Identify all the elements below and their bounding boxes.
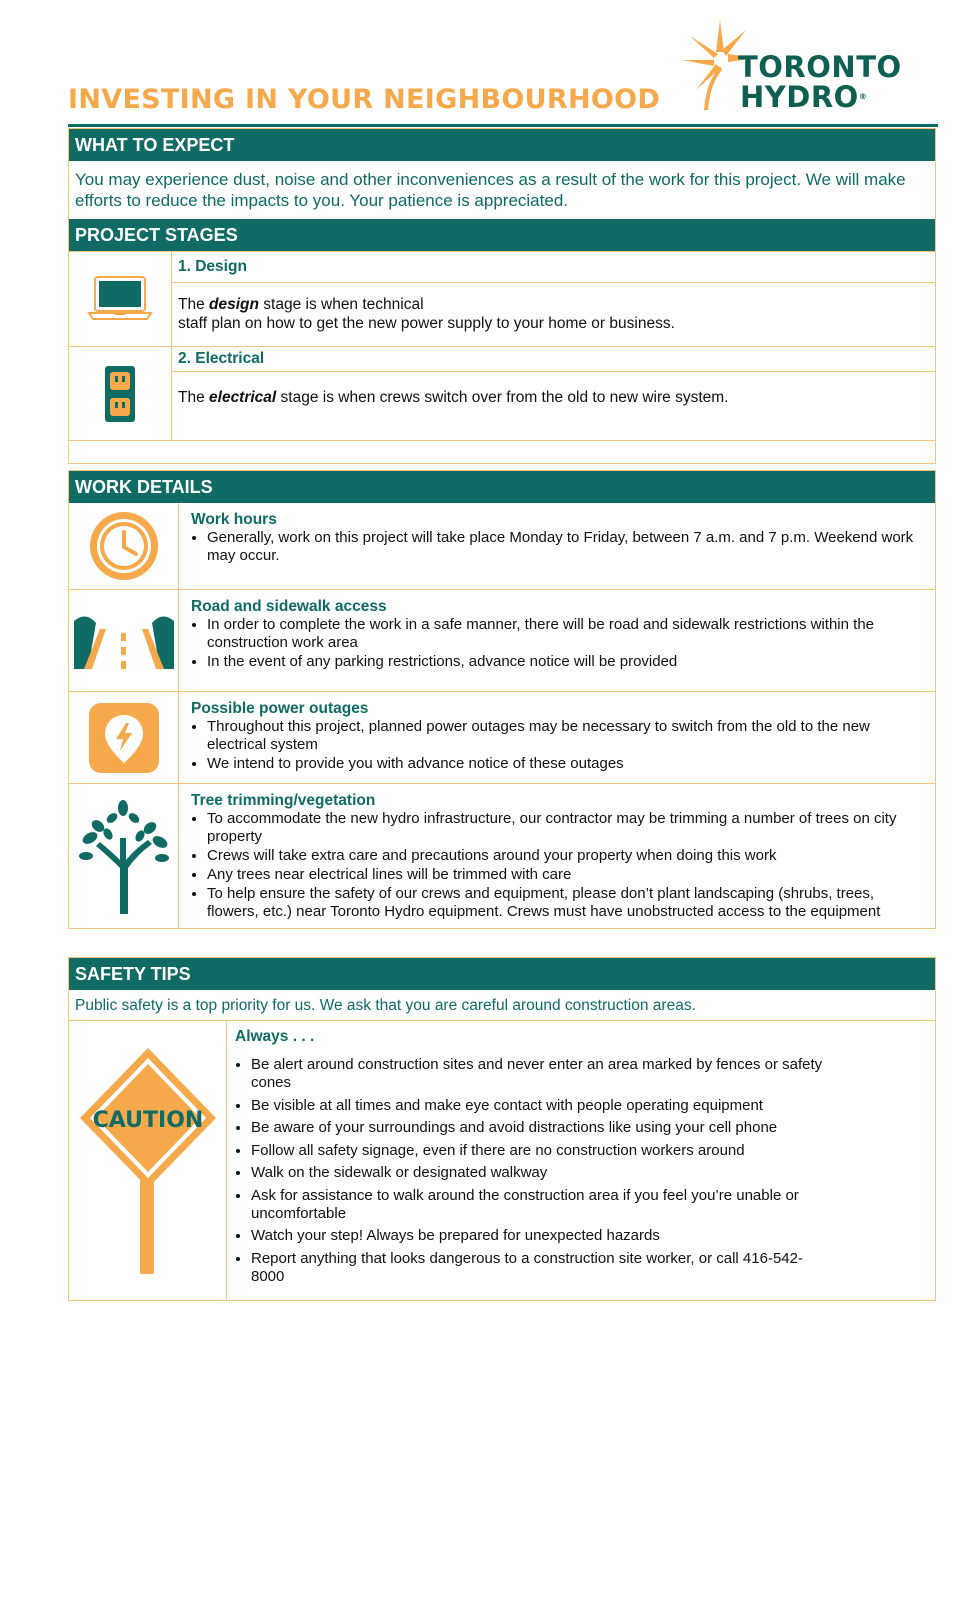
header-rule	[68, 124, 938, 127]
stage-description	[172, 283, 935, 343]
tree-icon	[78, 798, 170, 914]
list-item: • Walk on the sidewalk or designated walkway	[251, 1164, 827, 1182]
power-outages-title: Possible power outages	[191, 700, 369, 717]
list-item: • To accommodate the new hydro infrastructure, our contractor may be trimming a number of trees on city property	[207, 810, 927, 846]
list-item: • Watch your step! Always be prepared for unexpected hazards	[251, 1227, 827, 1245]
stage-title: 1. Design	[172, 252, 935, 283]
clock-icon	[88, 510, 160, 582]
list-item: • Generally, work on this project will take place Monday to Friday, between 7 a.m. and 7 p.m. Weekend work may occur.	[207, 529, 927, 565]
safety-tips-section	[68, 957, 936, 1301]
electrical-outlet-icon	[105, 366, 135, 422]
text: stage is when crews switch over from the old to new wire system.	[276, 389, 729, 406]
list-item: • In order to complete the work in a safe manner, there will be road and sidewalk restrictions within the construction work area	[207, 616, 927, 652]
list-item: • Any trees near electrical lines will be trimmed with care	[207, 866, 927, 884]
work-details-section	[68, 470, 936, 929]
caution-sign-icon	[78, 1046, 218, 1276]
safety-intro: Public safety is a top priority for us. We ask that you are careful around construction areas.	[75, 997, 696, 1014]
laptop-icon	[87, 275, 153, 323]
emphasis: electrical	[209, 389, 277, 406]
page-headline: INVESTING IN YOUR NEIGHBOURHOOD	[68, 84, 661, 115]
power-outages-row	[69, 691, 935, 783]
list-item: • Be alert around construction sites and never enter an area marked by fences or safety cones	[251, 1056, 827, 1092]
list-item: • We intend to provide you with advance notice of these outages	[207, 755, 927, 773]
what-to-expect-text: You may experience dust, noise and other inconveniences as a result of the work for this project. We will make efforts to reduce the impacts to you. Your patience is appreciated.	[75, 170, 906, 210]
list-item: • In the event of any parking restrictions, advance notice will be provided	[207, 653, 927, 671]
power-icon-cell	[69, 692, 179, 783]
section-title: WHAT TO EXPECT	[69, 129, 935, 161]
list-item: • Ask for assistance to walk around the construction area if you feel you’re unable or uncomfortable	[251, 1187, 827, 1223]
road-access-row	[69, 589, 935, 691]
always-label: Always . . .	[235, 1028, 315, 1045]
road-access-title: Road and sidewalk access	[191, 598, 387, 615]
stage-row-design	[69, 251, 935, 346]
list-item: • Be visible at all times and make eye contact with people operating equipment	[251, 1097, 827, 1115]
caution-sign-cell	[69, 1021, 227, 1300]
stage-row-electrical	[69, 346, 935, 440]
list-item: • Be aware of your surroundings and avoid distractions like using your cell phone	[251, 1119, 827, 1137]
caution-sign-text: CAUTION	[92, 1107, 203, 1133]
toronto-hydro-logo	[700, 18, 950, 118]
list-item: • Throughout this project, planned power outages may be necessary to switch from the old to the new electrical system	[207, 718, 927, 754]
text: The	[178, 296, 210, 313]
section-title: SAFETY TIPS	[69, 958, 935, 990]
section-title: PROJECT STAGES	[69, 219, 935, 251]
emphasis: design	[209, 296, 259, 313]
road-icon-cell	[69, 590, 179, 691]
logo-line-1: TORONTO	[738, 50, 902, 84]
work-hours-row	[69, 503, 935, 589]
safety-row	[69, 1020, 935, 1300]
outlet-icon-cell	[69, 347, 172, 440]
tree-icon-cell	[69, 784, 179, 928]
registered-mark: ®	[858, 92, 868, 101]
text: stage is when technical	[258, 296, 424, 313]
stage-description	[172, 372, 935, 417]
list-item: • Follow all safety signage, even if there are no construction workers around	[251, 1142, 827, 1160]
tree-trimming-title: Tree trimming/vegetation	[191, 792, 376, 809]
spacer-row	[69, 440, 935, 463]
work-hours-title: Work hours	[191, 511, 277, 528]
logo-line-2: HYDRO	[740, 80, 859, 114]
text: The	[178, 389, 210, 406]
clock-icon-cell	[69, 503, 179, 589]
section-title: WORK DETAILS	[69, 471, 935, 503]
list-item: • Crews will take extra care and precautions around your property when doing this work	[207, 847, 927, 865]
what-to-expect-section	[68, 128, 936, 464]
tree-trimming-row	[69, 783, 935, 928]
list-item: • Report anything that looks dangerous to a construction site worker, or call 416-542-8000	[251, 1250, 827, 1286]
logo-wordmark	[738, 52, 902, 112]
laptop-icon-cell	[69, 252, 172, 346]
text: staff plan on how to get the new power supply to your home or business.	[178, 315, 675, 332]
power-outage-icon	[89, 703, 159, 773]
stage-title: 2. Electrical	[172, 347, 935, 372]
road-icon	[74, 611, 174, 671]
list-item: • To help ensure the safety of our crews and equipment, please don’t plant landscaping (shrubs, trees, flowers, etc.) near Toronto Hydro equipment. Crews must have unobstructed access to the equipment	[207, 885, 927, 921]
